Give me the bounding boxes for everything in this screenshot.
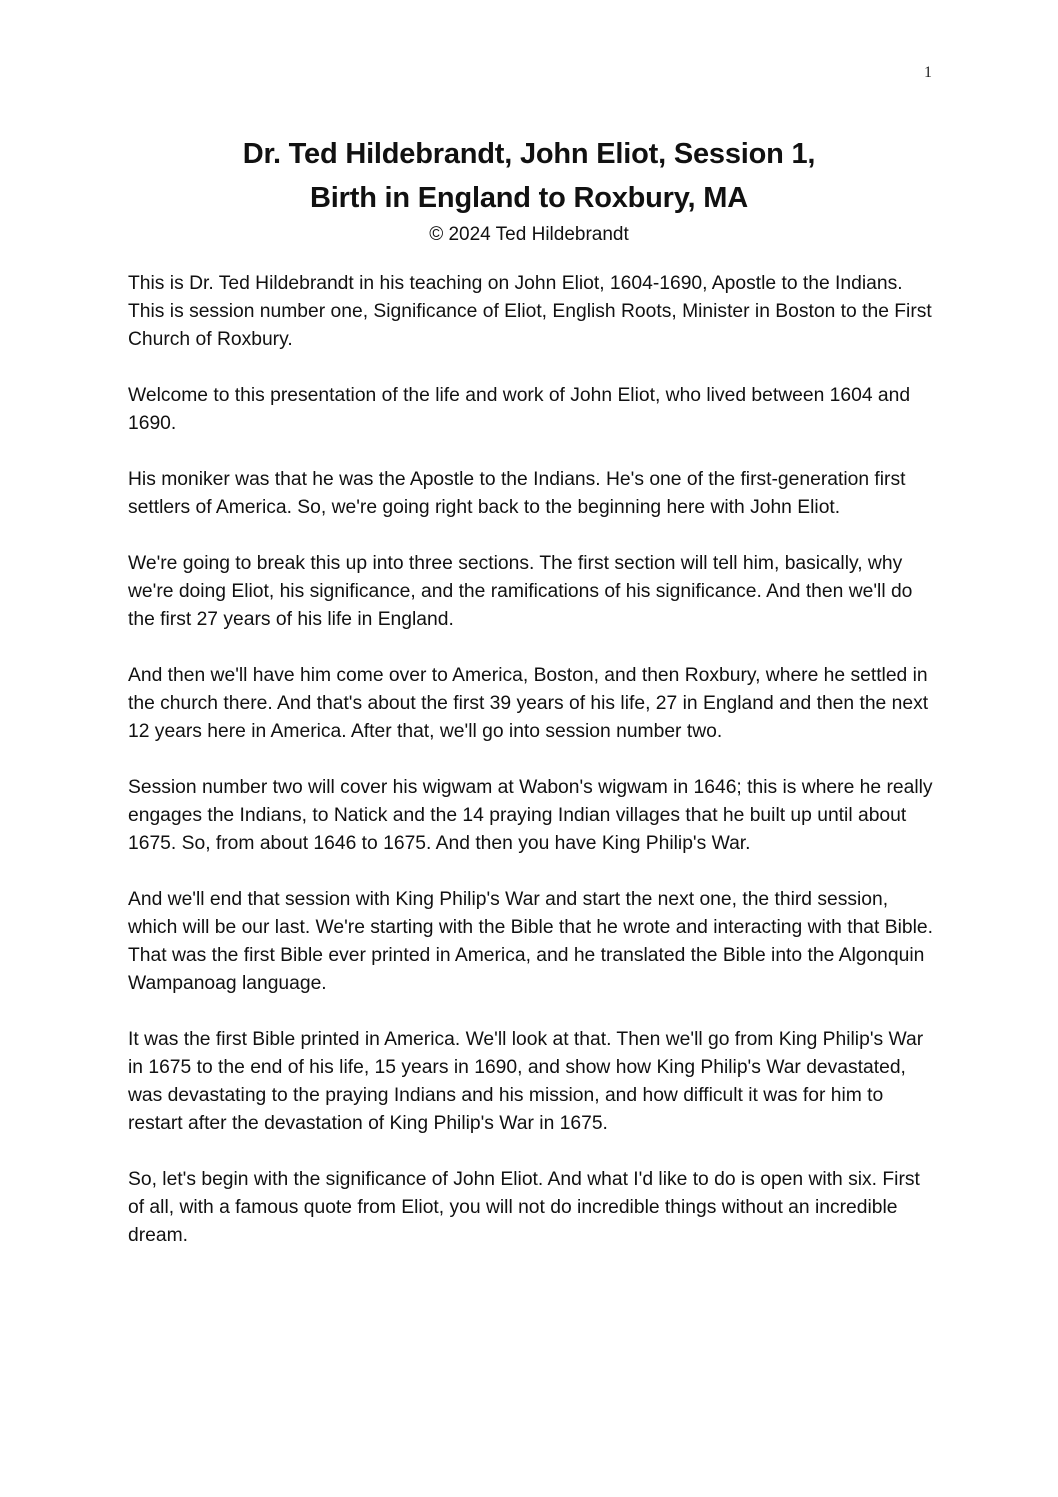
document-title-line-1: Dr. Ted Hildebrandt, John Eliot, Session 1, [242,138,816,170]
paragraph-session-three: And we'll end that session with King Philip's War and start the next one, the third session, which will be our last. We're starting with the Bible that he wrote and interacting with that Bible. That was the first Bible ever printed in America, and he translated the Bible into the Algonquin Wampanoag language. [128,889,933,994]
paragraph-intro: This is Dr. Ted Hildebrandt in his teaching on John Eliot, 1604-1690, Apostle to the Indians. This is session number one, Significance of Eliot, English Roots, Minister in Boston to the First Church of Roxbury. [128,273,932,350]
paragraph-first-bible: It was the first Bible printed in America. We'll look at that. Then we'll go from King Philip's War in 1675 to the end of his life, 15 years in 1690, and show how King Philip's War devastated, was devastating to the praying Indians and his mission, and how difficult it was for him to restart after the devastation of King Philip's War in 1675. [128,1029,924,1134]
page-number: 1 [924,64,932,81]
document-title-line-2: Birth in England to Roxbury, MA [310,182,748,214]
paragraph-significance: So, let's begin with the significance of John Eliot. And what I'd like to do is open with six. First of all, with a famous quote from Eliot, you will not do incredible things without an incredible dream. [128,1169,920,1246]
paragraph-america: And then we'll have him come over to America, Boston, and then Roxbury, where he settled in the church there. And that's about the first 39 years of his life, 27 in England and then the next 12 years here in America. After that, we'll go into session number two. [128,665,929,742]
paragraph-sections: We're going to break this up into three sections. The first section will tell him, basically, why we're doing Eliot, his significance, and the ramifications of his significance. And then we'll do the first 27 years of his life in England. [128,553,913,630]
document-header [0,132,1058,248]
copyright-notice: © 2024 Ted Hildebrandt [429,224,629,245]
paragraph-moniker: His moniker was that he was the Apostle to the Indians. He's one of the first-generation first settlers of America. So, we're going right back to the beginning here with John Eliot. [128,469,906,518]
transcript-body [128,270,934,1278]
paragraph-session-two: Session number two will cover his wigwam at Wabon's wigwam in 1646; this is where he really engages the Indians, to Natick and the 14 praying Indian villages that he built up until about 1675. So, from about 1646 to 1675. And then you have King Philip's War. [128,777,933,854]
paragraph-welcome: Welcome to this presentation of the life and work of John Eliot, who lived between 1604 and 1690. [128,385,911,434]
